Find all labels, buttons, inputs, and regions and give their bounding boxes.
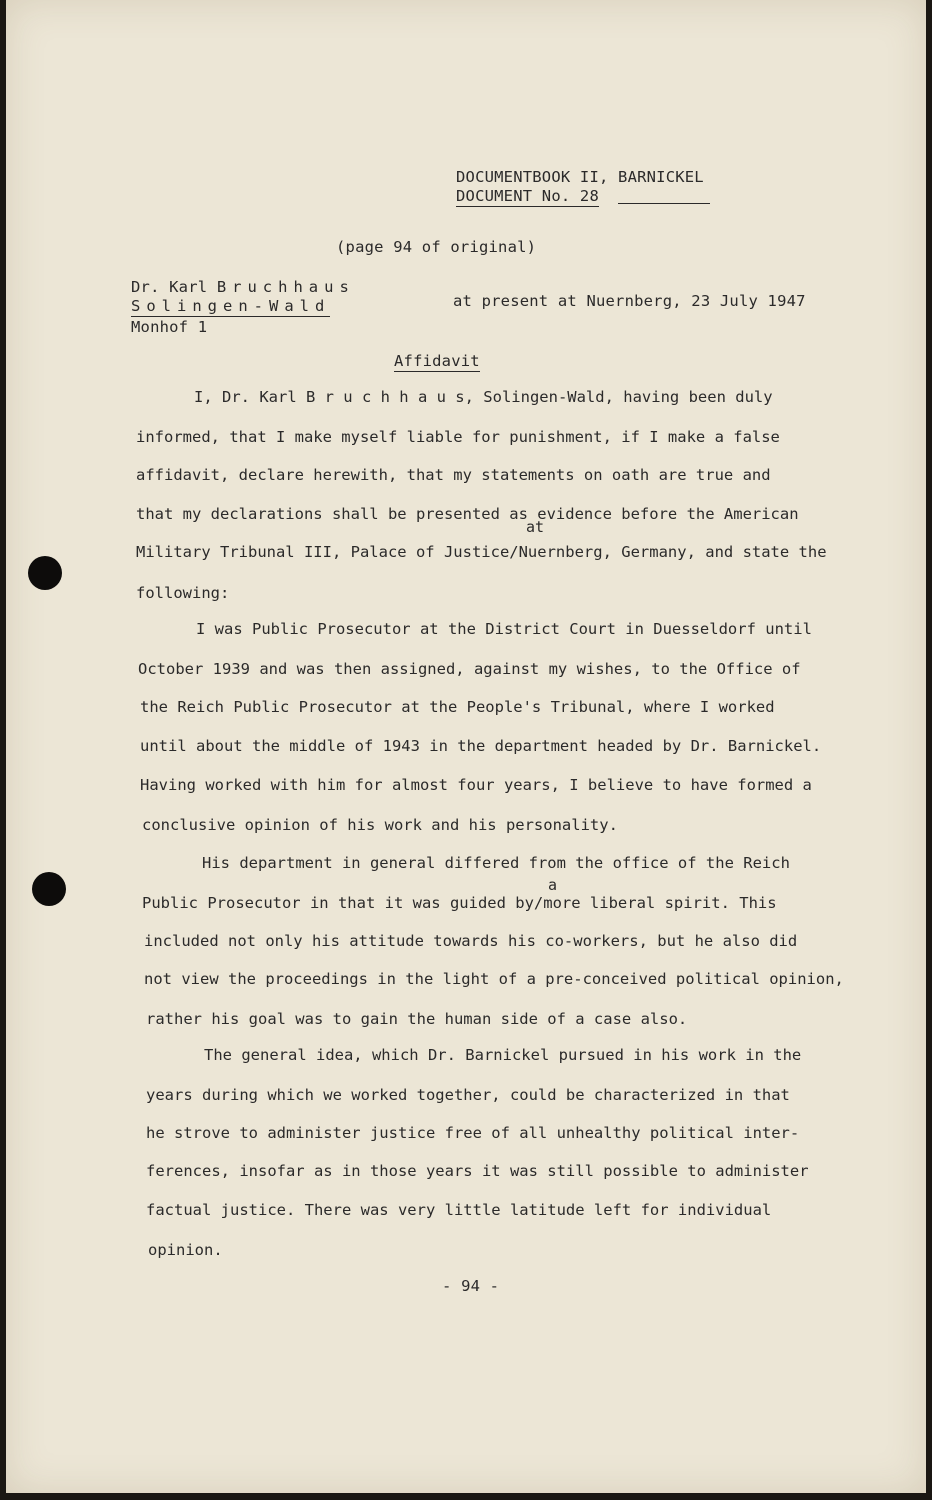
sender-city: Solingen-Wald [131,297,331,315]
interline-insertion-a: a [548,876,558,894]
body-line: affidavit, declare herewith, that my statements on oath are true and [136,466,771,484]
page-number: - 94 - [442,1277,500,1295]
document-number-blank-line [618,203,710,204]
place-and-date: at present at Nuernberg, 23 July 1947 [453,292,806,310]
body-line: not view the proceedings in the light of a pre-conceived political opinion, [144,970,844,988]
body-line: years during which we worked together, could be characterized in that [146,1086,790,1104]
body-line: ferences, insofar as in those years it was still possible to administer [146,1162,809,1180]
document-page [6,0,926,1493]
document-number: DOCUMENT No. 28 [456,187,599,205]
body-line: that my declarations shall be presented as evidence before the American [136,505,799,523]
body-line: conclusive opinion of his work and his personality. [142,816,618,834]
body-line: His department in general differed from the office of the Reich [202,854,790,872]
punch-hole [32,872,66,906]
body-line: October 1939 and was then assigned, against my wishes, to the Office of [138,660,801,678]
sender-street: Monhof 1 [131,318,208,336]
body-line: Having worked with him for almost four years, I believe to have formed a [140,776,812,794]
interline-insertion-at: at [526,518,545,536]
body-line: I, Dr. Karl B r u c h h a u s, Solingen-Wald, having been duly [194,388,773,406]
documentbook-header: DOCUMENTBOOK II, BARNICKEL [456,168,704,186]
body-line: following: [136,584,230,602]
body-line: I was Public Prosecutor at the District Court in Duesseldorf until [196,620,812,638]
body-line: Public Prosecutor in that it was guided by/more liberal spirit. This [142,894,777,912]
body-line: until about the middle of 1943 in the department headed by Dr. Barnickel. [140,737,822,755]
body-line: the Reich Public Prosecutor at the People's Tribunal, where I worked [140,698,775,716]
body-line: included not only his attitude towards his co-workers, but he also did [144,932,798,950]
body-line: opinion. [148,1241,223,1259]
body-line: he strove to administer justice free of all unhealthy political inter- [146,1124,800,1142]
body-line: The general idea, which Dr. Barnickel pursued in his work in the [204,1046,802,1064]
page-reference: (page 94 of original) [336,238,537,256]
body-line: rather his goal was to gain the human side of a case also. [146,1010,688,1028]
sender-name: Dr. Karl Bruchhaus [131,278,355,296]
punch-hole [28,556,62,590]
body-line: informed, that I make myself liable for punishment, if I make a false [136,428,780,446]
document-title: Affidavit [394,352,480,370]
body-line: factual justice. There was very little latitude left for individual [146,1201,772,1219]
body-line: Military Tribunal III, Palace of Justice/Nuernberg, Germany, and state the [136,543,827,561]
